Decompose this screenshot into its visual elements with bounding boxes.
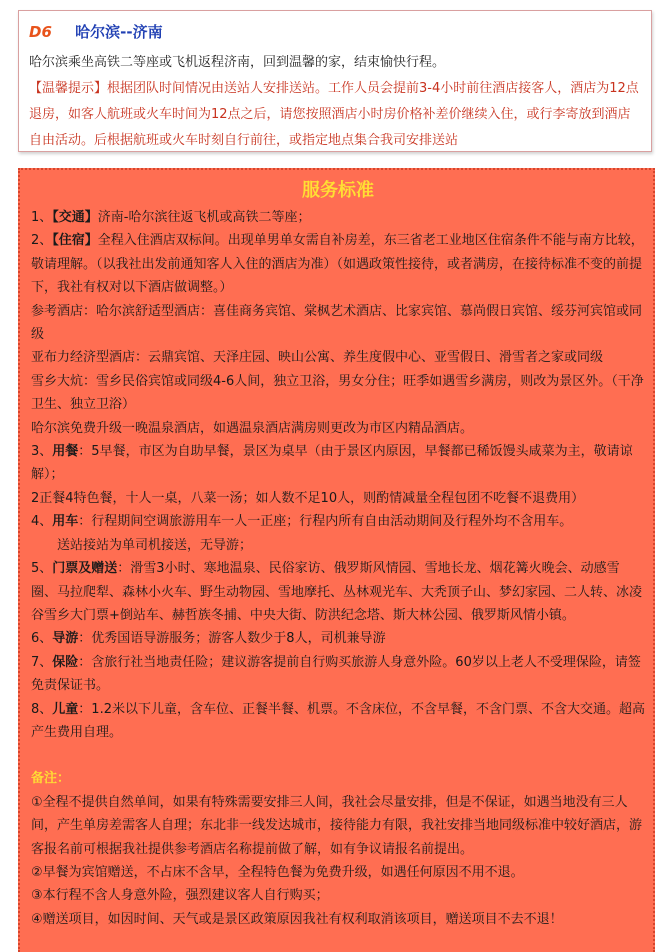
item-label: 用车 (52, 514, 79, 530)
vehicle-extra: 送站接站为单司机接送，无导游； (57, 537, 253, 553)
item-label: 保险 (52, 654, 79, 670)
item-text: 济南-哈尔滨往返飞机或高铁二等座； (97, 210, 311, 225)
day6-card (18, 10, 652, 152)
service-item-meals (31, 440, 645, 487)
hotel-reference-xuexiang: 雪乡大炕：雪乡民俗宾馆或同级4-6人间，独立卫浴，男女分住；旺季如遇雪乡满房，则改为景区外。（干净卫生、独立卫浴） (31, 373, 644, 413)
service-standard-panel (18, 168, 655, 952)
service-item-vehicle (31, 510, 645, 533)
item-label: 导游 (52, 631, 79, 647)
hotel-reference-yabuli: 亚布力经济型酒店：云鼎宾馆、天泽庄园、映山公寓、养生度假中心、亚雪假日、滑雪者之家或同级 (31, 350, 604, 366)
item-label: 【交通】 (52, 210, 98, 225)
meal-extra: 2正餐4特色餐，十人一桌，八菜一汤；如人数不足10人，则酌情减量全程包团不吃餐不退费用） (31, 490, 585, 506)
day-number: D6 (29, 23, 52, 41)
item-text: ：含旅行社当地责任险；建议游客提前自行购买旅游人身意外险。60岁以上老人不受理保险，请签免责保证书。 (31, 654, 641, 694)
item-label: 门票及赠送 (52, 561, 118, 577)
hotel-reference-harbin: 参考酒店：哈尔滨舒适型酒店：喜佳商务宾馆、棠枫艺术酒店、比家宾馆、慕尚假日宾馆、绥芬河宾馆或同级 (31, 303, 643, 343)
note-3: ③本行程不含人身意外险，强烈建议客人自行购买； (31, 888, 329, 904)
hotel-hotspring-upgrade: 哈尔滨免费升级一晚温泉酒店，如遇温泉酒店满房则更改为市区内精品酒店。 (31, 420, 474, 436)
item-text: ：滑雪3小时、寒地温泉、民俗家访、俄罗斯风情园、雪地长龙、烟花篝火晚会、动感雪圈、马拉爬犁、森林小火车、野生动物园、雪地摩托、丛林观光车、大秃顶子山、梦幻家园、二人转、冰凌谷雪乡大门票+倒站车、赫哲族冬捕、中央大街、防洪纪念塔、斯大林公园、俄罗斯风情小镇。 (31, 561, 643, 623)
item-number: 1、 (31, 210, 53, 225)
notes-title: 备注： (31, 771, 71, 787)
service-title: 服务标准 (302, 180, 374, 201)
item-text: ：5早餐，市区为自助早餐，景区为桌早（由于景区内原因，早餐都已稀饭馒头咸菜为主，敬请谅解）； (31, 444, 633, 483)
day-tips: 【温馨提示】根据团队时间情况由送站人安排送站。工作人员会提前3-4小时前往酒店接客人，酒店为12点退房，如客人航班或火车时间为12点之后，请您按照酒店小时房价格补差价继续入住，或行李寄放到酒店自由活动。后根据航班或火车时刻自行前往，或指定地点集合我司安排送站 (29, 81, 639, 148)
note-4: ④赠送项目，如因时间、天气或是景区政策原因我社有权利取消该项目，赠送项目不去不退！ (31, 911, 563, 927)
day-description: 哈尔滨乘坐高铁二等座或飞机返程济南，回到温馨的家，结束愉快行程。 (29, 55, 446, 70)
service-item-insurance (31, 651, 645, 698)
item-number: 4、 (31, 514, 53, 530)
service-item-lodging (31, 229, 645, 299)
note-2: ②早餐为宾馆赠送，不占床不含早，全程特色餐为免费升级，如遇任何原因不用不退。 (31, 864, 524, 880)
service-item-guide (31, 627, 645, 650)
item-number: 6、 (31, 631, 53, 647)
item-number: 8、 (31, 701, 53, 717)
item-number: 3、 (31, 444, 53, 460)
item-text: ：优秀国语导游服务；游客人数少于8人，司机兼导游 (78, 631, 386, 647)
item-number: 5、 (31, 561, 53, 577)
service-item-transport (31, 206, 645, 229)
item-text: ：行程期间空调旅游用车一人一正座；行程内所有自由活动期间及行程外均不含用车。 (78, 514, 573, 530)
item-label: 【住宿】 (52, 233, 98, 249)
item-number: 7、 (31, 654, 53, 670)
item-number: 2、 (31, 233, 53, 249)
item-text: 全程入住酒店双标间。出现单男单女需自补房差，东三省老工业地区住宿条件不能与南方比较，敬请理解。（以我社出发前通知客人入住的酒店为准）（如遇政策性接待，或者满房，在接待标准不变的前提下，我社有权对以下酒店做调整。） (31, 233, 644, 296)
item-label: 用餐 (52, 444, 79, 460)
item-text: ：1.2米以下儿童，含车位、正餐半餐、机票。不含床位，不含早餐，不含门票、不含大交通。超高产生费用自理。 (31, 701, 645, 740)
day-header (29, 19, 641, 45)
item-label: 儿童 (52, 701, 79, 717)
note-1: ①全程不提供自然单间，如果有特殊需要安排三人间，我社会尽量安排，但是不保证，如遇当地没有三人间，产生单房差需客人自理；东北非一线发达城市，接待能力有限，我社安排当地同级标准中较好酒店，游客报名前可根据我社提供参考酒店名称提前做了解，如有争议请报名前提出。 (31, 794, 643, 857)
service-item-children (31, 698, 645, 745)
service-item-tickets (31, 557, 645, 627)
day-route: 哈尔滨--济南 (75, 23, 163, 41)
